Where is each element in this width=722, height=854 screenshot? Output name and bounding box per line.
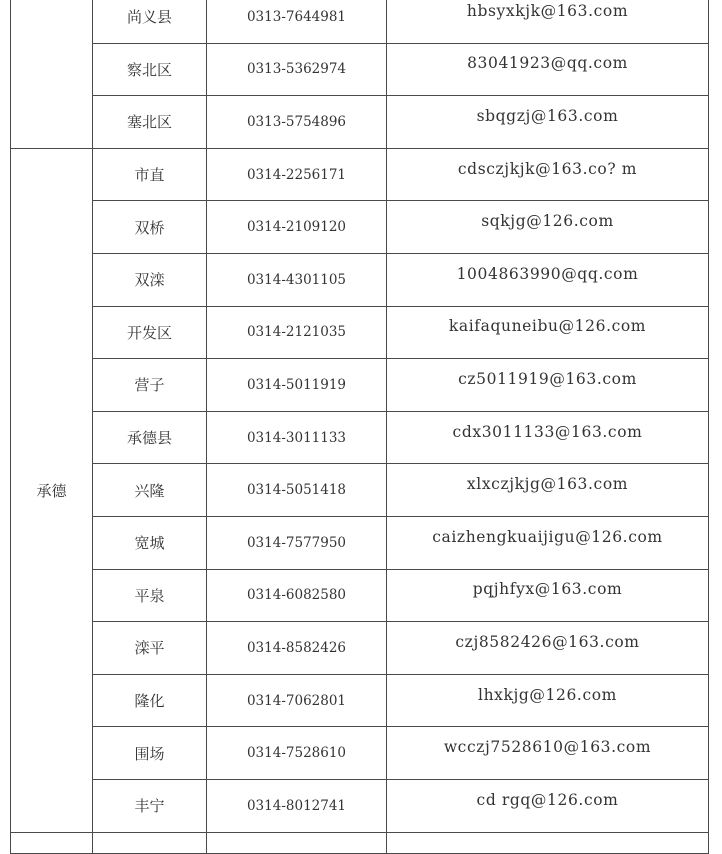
email-cell-text: wcczj7528610@163.com xyxy=(443,738,652,757)
region-cell xyxy=(11,0,93,148)
county-cell-text: 承德县 xyxy=(126,429,172,448)
phone-cell xyxy=(207,674,387,727)
county-cell xyxy=(93,569,207,622)
email-cell xyxy=(387,569,709,622)
table-row xyxy=(11,306,709,359)
email-cell xyxy=(387,411,709,464)
contact-table xyxy=(10,0,709,854)
phone-cell xyxy=(207,622,387,675)
county-cell xyxy=(93,201,207,254)
phone-cell xyxy=(207,0,387,43)
phone-cell xyxy=(207,201,387,254)
phone-cell xyxy=(207,96,387,149)
email-cell xyxy=(387,148,709,201)
email-cell-text: cz5011919@163.com xyxy=(458,369,637,388)
county-cell xyxy=(93,43,207,96)
table-row xyxy=(11,516,709,569)
phone-cell-text: 0314-2256171 xyxy=(246,166,347,183)
email-cell xyxy=(387,43,709,96)
county-cell-text: 隆化 xyxy=(134,692,165,711)
phone-cell-text: 0314-7062801 xyxy=(246,692,347,709)
email-cell xyxy=(387,201,709,254)
email-cell-text: kaifaquneibu@126.com xyxy=(448,317,647,336)
phone-cell xyxy=(207,464,387,517)
phone-cell-text: 0314-3011133 xyxy=(246,429,347,446)
phone-cell xyxy=(207,148,387,201)
email-cell xyxy=(387,727,709,780)
county-cell xyxy=(93,727,207,780)
email-cell xyxy=(387,516,709,569)
county-cell-text: 滦平 xyxy=(134,639,165,658)
phone-cell xyxy=(207,569,387,622)
table-row xyxy=(11,0,709,43)
email-cell-text: xlxczjkjg@163.com xyxy=(466,475,629,494)
email-cell-text: cdsczjkjk@163.co? m xyxy=(457,159,638,178)
county-cell-text: 察北区 xyxy=(126,60,172,79)
phone-cell-text: 0314-7528610 xyxy=(246,745,347,762)
county-cell xyxy=(93,464,207,517)
empty-cell xyxy=(387,832,709,853)
phone-cell-text: 0314-5011919 xyxy=(246,376,347,393)
phone-cell-text: 0314-2121035 xyxy=(246,324,347,341)
county-cell xyxy=(93,253,207,306)
email-cell-text: czj8582426@163.com xyxy=(455,632,640,651)
county-cell xyxy=(93,622,207,675)
phone-cell-text: 0314-2109120 xyxy=(246,219,347,236)
email-cell-text: sqkjg@126.com xyxy=(481,212,614,231)
table-row xyxy=(11,622,709,675)
county-cell-text: 尚义县 xyxy=(126,8,172,27)
phone-cell-text: 0314-6082580 xyxy=(246,587,347,604)
county-cell xyxy=(93,148,207,201)
phone-cell-text: 0313-5362974 xyxy=(246,61,347,78)
phone-cell xyxy=(207,306,387,359)
county-cell xyxy=(93,359,207,412)
phone-cell-text: 0314-7577950 xyxy=(246,534,347,551)
email-cell-text: cdx3011133@163.com xyxy=(452,422,643,441)
phone-cell-text: 0314-8582426 xyxy=(246,639,347,656)
email-cell-text: sbqgzj@163.com xyxy=(476,106,619,125)
phone-cell xyxy=(207,253,387,306)
phone-cell xyxy=(207,43,387,96)
table-row xyxy=(11,727,709,780)
email-cell-text: cd rgq@126.com xyxy=(476,790,619,809)
phone-cell xyxy=(207,516,387,569)
email-cell-text: 1004863990@qq.com xyxy=(456,264,639,283)
county-cell xyxy=(93,306,207,359)
contact-table-body xyxy=(11,0,709,853)
empty-cell xyxy=(11,832,93,853)
county-cell-text: 双滦 xyxy=(134,271,165,290)
email-cell-text: caizhengkuaijigu@126.com xyxy=(432,527,663,546)
county-cell-text: 围场 xyxy=(134,744,165,763)
email-cell xyxy=(387,253,709,306)
phone-cell xyxy=(207,727,387,780)
email-cell-text: pqjhfyx@163.com xyxy=(472,580,623,599)
empty-cell xyxy=(93,832,207,853)
table-row xyxy=(11,832,709,853)
email-cell xyxy=(387,674,709,727)
county-cell xyxy=(93,674,207,727)
phone-cell xyxy=(207,779,387,832)
county-cell-text: 兴隆 xyxy=(134,481,165,500)
table-row xyxy=(11,253,709,306)
table-row xyxy=(11,96,709,149)
email-cell-text: hbsyxkjk@163.com xyxy=(466,1,629,20)
county-cell-text: 丰宁 xyxy=(134,797,165,816)
phone-cell-text: 0313-7644981 xyxy=(246,8,347,25)
table-row xyxy=(11,779,709,832)
county-cell-text: 开发区 xyxy=(126,323,172,342)
county-cell-text: 营子 xyxy=(134,376,165,395)
table-row xyxy=(11,569,709,622)
table-row xyxy=(11,411,709,464)
email-cell xyxy=(387,306,709,359)
email-cell xyxy=(387,622,709,675)
county-cell xyxy=(93,411,207,464)
county-cell-text: 市直 xyxy=(134,166,165,185)
county-cell-text: 平泉 xyxy=(134,586,165,605)
table-row xyxy=(11,359,709,412)
table-row xyxy=(11,674,709,727)
phone-cell-text: 0314-4301105 xyxy=(246,271,347,288)
table-row xyxy=(11,43,709,96)
county-cell xyxy=(93,0,207,43)
table-row xyxy=(11,464,709,517)
email-cell-text: 83041923@qq.com xyxy=(467,54,628,73)
email-cell-text: lhxkjg@126.com xyxy=(478,685,617,704)
table-row xyxy=(11,148,709,201)
phone-cell-text: 0313-5754896 xyxy=(246,113,347,130)
county-cell-text: 双桥 xyxy=(134,218,165,237)
email-cell xyxy=(387,464,709,517)
region-cell: 承德 xyxy=(11,148,93,832)
county-cell-text: 塞北区 xyxy=(126,113,172,132)
email-cell xyxy=(387,96,709,149)
table-row xyxy=(11,201,709,254)
phone-cell-text: 0314-8012741 xyxy=(246,797,347,814)
email-cell xyxy=(387,359,709,412)
county-cell xyxy=(93,96,207,149)
phone-cell xyxy=(207,411,387,464)
phone-cell-text: 0314-5051418 xyxy=(246,482,347,499)
email-cell xyxy=(387,0,709,43)
county-cell-text: 宽城 xyxy=(134,534,165,553)
email-cell xyxy=(387,779,709,832)
county-cell xyxy=(93,779,207,832)
empty-cell xyxy=(207,832,387,853)
county-cell xyxy=(93,516,207,569)
phone-cell xyxy=(207,359,387,412)
